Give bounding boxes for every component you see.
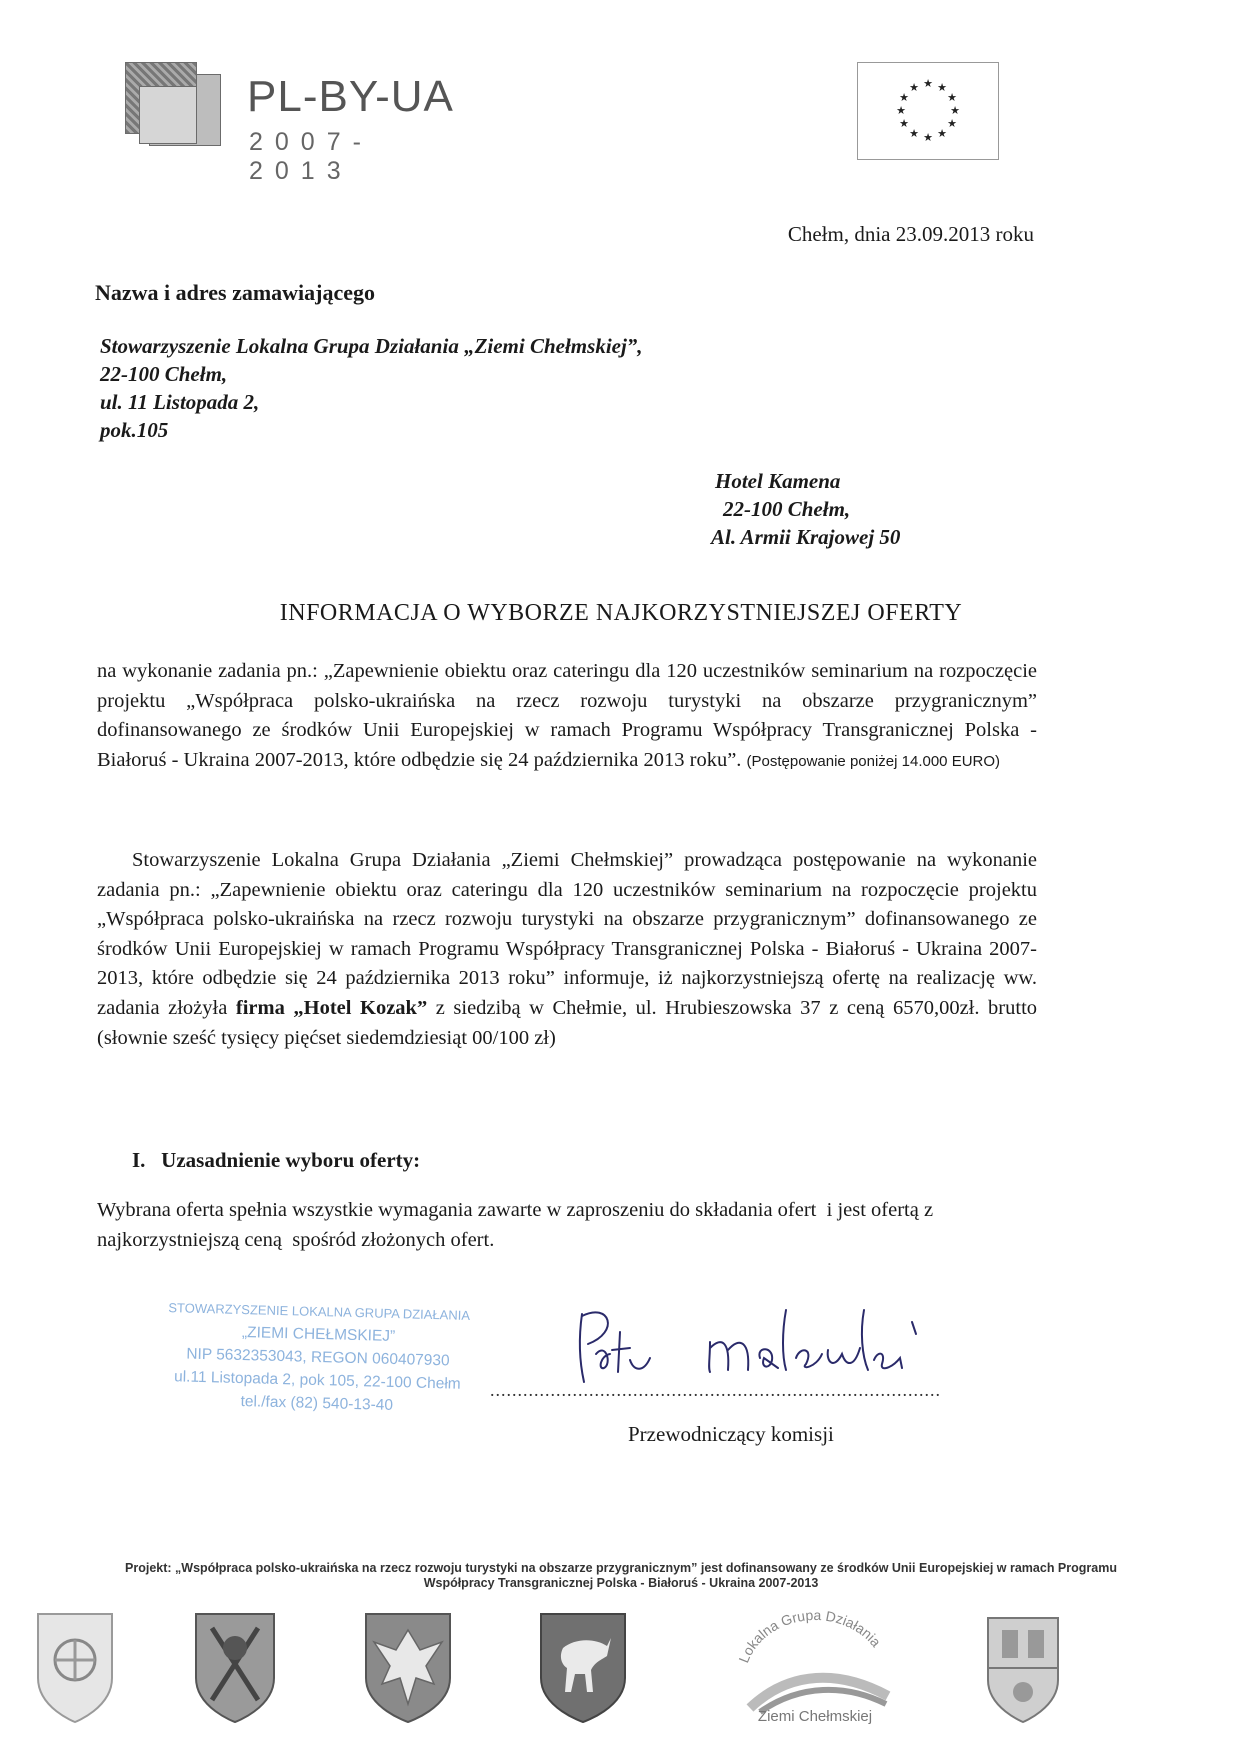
address-line: Al. Armii Krajowej 50 [711, 525, 901, 549]
stamp-line: ul.11 Listopada 2, pok 105, 22-100 Chełm [173, 1368, 461, 1393]
svg-text:★: ★ [937, 81, 947, 94]
organization-stamp [147, 1296, 490, 1420]
winning-firm: firma „Hotel Kozak” [235, 996, 428, 1019]
svg-text:★: ★ [923, 131, 933, 144]
logo-square [139, 86, 197, 144]
program-logo [125, 62, 465, 185]
paragraph-text: Stowarzyszenie Lokalna Grupa Działania „Ziemi Chełmskiej” prowadząca postępowanie na wykonanie zadania pn.: „Zapewnienie obiektu oraz cateringu dla 120 uczestników seminarium na rozpoczęcie projektu „Współpraca polsko-ukraińska na rzecz rozwoju turystyki na obszarze przygranicznym” dofinansowanego ze środków Unii Europejskiej w ramach Programu Współpracy Transgranicznej Polska - Białoruś - Ukraina 2007-2013, które odbędzie się 24 października 2013 roku” informuje, iż najkorzystniejszą ofertę na realizację ww. zadania złożyła [97, 849, 1037, 1019]
svg-text:★: ★ [909, 81, 919, 94]
orderer-heading: Nazwa i adres zamawiającego [95, 280, 376, 305]
address-line: ul. 11 Listopada 2, [100, 390, 260, 414]
paragraph-justification: Wybrana oferta spełnia wszystkie wymagania zawarte w zaproszeniu do składania ofert i jest ofertą z najkorzystniejszą ceną spośród złożonych ofert. [97, 1199, 939, 1251]
lgd-logo-icon [720, 1600, 910, 1730]
address-line: 22-100 Chełm, [100, 362, 228, 386]
address-line: Hotel Kamena [715, 469, 841, 493]
crest-icon [32, 1608, 118, 1728]
stamp-line: STOWARZYSZENIE LOKALNA GRUPA DZIAŁANIA [168, 1300, 471, 1323]
paragraph-intro [97, 657, 1037, 776]
document-title: INFORMACJA O WYBORZE NAJKORZYSTNIEJSZEJ OFERTY [279, 600, 963, 626]
horse-crest-icon [535, 1608, 631, 1728]
commission-chair-label: Przewodniczący komisji [628, 1422, 834, 1446]
crest-icon [190, 1608, 280, 1728]
stamp-line: NIP 5632353043, REGON 060407930 [186, 1345, 450, 1370]
program-name: PL-BY-UA [247, 72, 454, 121]
svg-text:★: ★ [896, 104, 906, 117]
lgd-arc-text: Lokalna Grupa Działania [735, 1606, 885, 1666]
svg-text:★: ★ [899, 91, 909, 104]
procedure-note: (Postępowanie poniżej 14.000 EURO) [746, 752, 1001, 770]
orderer-address [100, 332, 643, 444]
paragraph-text: na wykonanie zadania pn.: „Zapewnienie obiektu oraz cateringu dla 120 uczestników seminarium na rozpoczęcie projektu „Współpraca polsko-ukraińska na rzecz rozwoju turystyki na obszarze przygranicznym” dofinansowanego ze środków Unii Europejskiej w ramach Programu Współpracy Transgranicznej Polska - Białoruś - Ukraina 2007-2013, które odbędzie się 24 października 2013 roku”. [97, 660, 1037, 771]
svg-text:★: ★ [899, 117, 909, 130]
svg-text:★: ★ [923, 77, 933, 90]
date-line: Chełm, dnia 23.09.2013 roku [787, 222, 1034, 246]
signature-line: .................................................................................. [490, 1380, 941, 1400]
address-line: Stowarzyszenie Lokalna Grupa Działania „Ziemi Chełmskiej”, [100, 334, 643, 358]
lgd-name: Ziemi Chełmskiej [757, 1708, 873, 1725]
eu-flag-icon [857, 62, 999, 160]
paragraph-decision [97, 846, 1037, 1053]
recipient-address [711, 467, 901, 551]
address-line: 22-100 Chełm, [723, 497, 851, 521]
eu-stars-icon [858, 63, 998, 159]
stamp-line: tel./fax (82) 540-13-40 [240, 1392, 394, 1414]
handwritten-signature [560, 1302, 960, 1392]
paragraph-text: z siedzibą w Chełmie, ul. Hrubieszowska 37 z ceną 6570,00zł. brutto (słownie sześć tysięcy pięćset siedemdziesiąt 00/100 zł) [97, 996, 1038, 1049]
svg-text:★: ★ [909, 127, 919, 140]
svg-text:★: ★ [937, 127, 947, 140]
crest-icon [982, 1608, 1064, 1728]
eagle-crest-icon [360, 1608, 456, 1728]
program-years: 2007-2013 [249, 128, 373, 185]
section-heading: I. Uzasadnienie wyboru oferty: [132, 1148, 421, 1172]
svg-text:★: ★ [947, 117, 957, 130]
address-line: pok.105 [100, 418, 169, 442]
svg-text:★: ★ [950, 104, 960, 117]
stamp-line: „ZIEMI CHEŁMSKIEJ” [241, 1324, 396, 1346]
footer-project-note: Projekt: „Współpraca polsko-ukraińska na rzecz rozwoju turystyki na obszarze przygranicznym” jest dofinansowany ze środków Unii Europejskiej w ramach Programu Współpracy Transgranicznej Polska - Białoruś - Ukraina 2007-2013 [125, 1561, 1117, 1590]
svg-text:Lokalna Grupa Działania [735, 1607, 884, 1665]
svg-text:★: ★ [947, 91, 957, 104]
